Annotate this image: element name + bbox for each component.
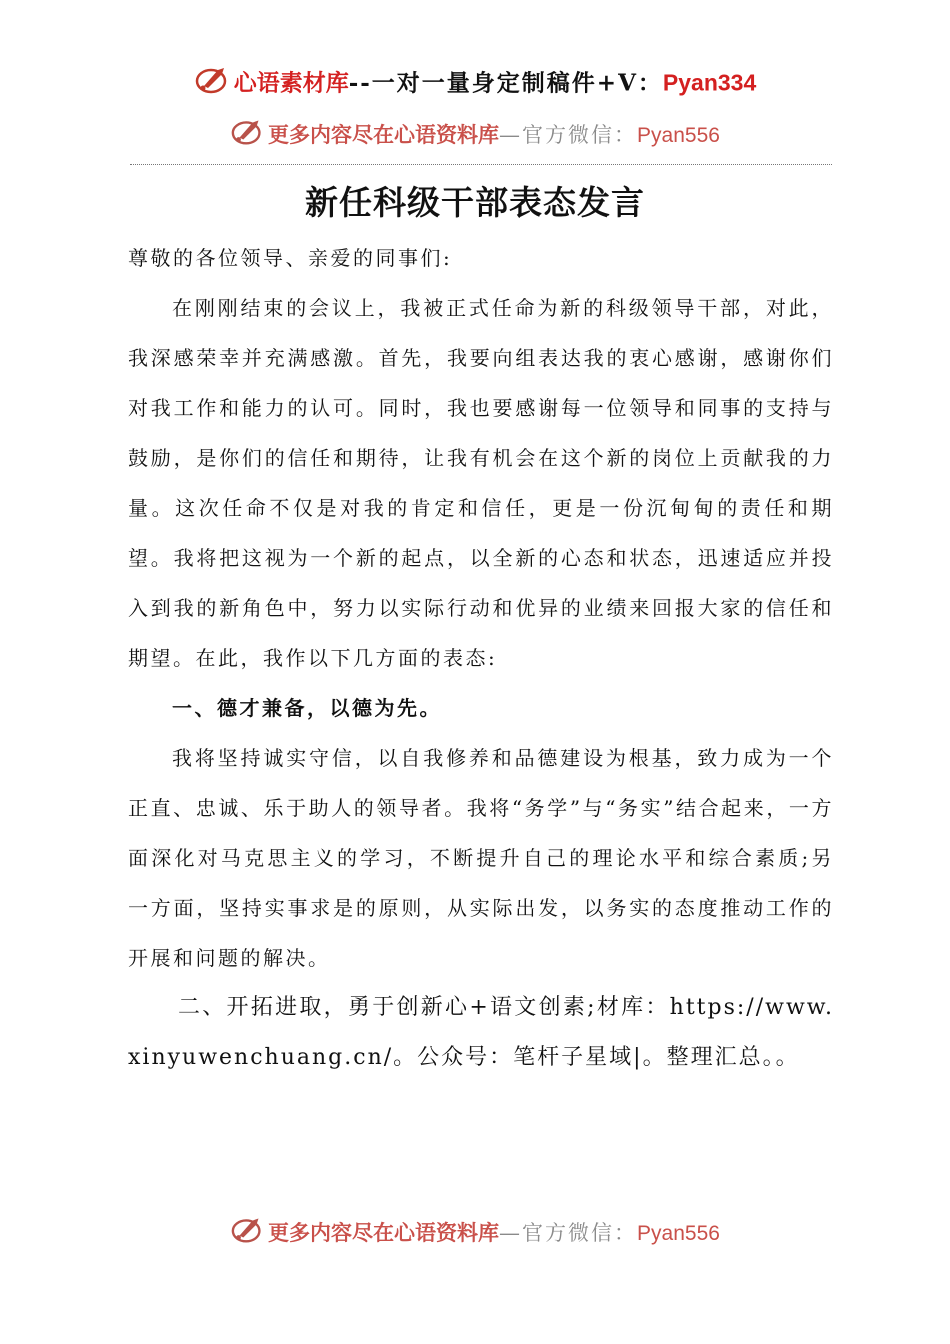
footer-text: 更多内容尽在心语资料库 xyxy=(268,1220,500,1245)
footer-label: —官方微信： xyxy=(499,1221,638,1245)
header-separator: -- xyxy=(348,69,372,97)
header-divider xyxy=(130,164,832,165)
pen-nib-logo-icon xyxy=(194,62,234,107)
paragraph-2: 我将坚持诚实守信，以自我修养和品德建设为根基，致力成为一个正直、忠诚、乐于助人的领导者。我将“务学”与“务实”结合起来，一方面深化对马克思主义的学习，不断提升自己的理论水平和综合素质;另一方面，坚持实事求是的原则，从实际出发，以务实的态度推动工作的开展和问题的解决。 xyxy=(128,746,834,970)
banner-text: 更多内容尽在心语资料库 xyxy=(268,122,500,147)
top-banner xyxy=(0,114,950,159)
section-heading-1: 一、德才兼备，以德为先。 xyxy=(172,696,442,720)
document-body xyxy=(128,233,834,1083)
pen-nib-logo-icon xyxy=(230,1212,268,1257)
section-heading-2: 二、开拓进取，勇于创新心+语文创素;材库：https://www.xinyuwenchuang.cn/。公众号：笔杆子星域|。整理汇总。。 xyxy=(128,995,834,1070)
pen-nib-logo-icon xyxy=(230,114,268,159)
paragraph-1: 在刚刚结束的会议上，我被正式任命为新的科级领导干部，对此，我深感荣幸并充满感激。首先，我要向组表达我的衷心感谢，感谢你们对我工作和能力的认可。同时，我也要感谢每一位领导和同事的支持与鼓励，是你们的信任和期待，让我有机会在这个新的岗位上贡献我的力量。这次任命不仅是对我的肯定和信任，更是一份沉甸甸的责任和期望。我将把这视为一个新的起点，以全新的心态和状态，迅速适应并投入到我的新角色中，努力以实际行动和优异的业绩来回报大家的信任和期望。在此，我作以下几方面的表态: xyxy=(128,296,834,670)
document-title: 新任科级干部表态发言 xyxy=(305,183,645,222)
header-slogan: 一对一量身定制稿件+V： xyxy=(371,69,663,97)
footer-code: Pyan556 xyxy=(637,1222,720,1245)
footer-banner xyxy=(0,1212,950,1257)
brand-name: 心语素材库 xyxy=(233,69,349,97)
salutation: 尊敬的各位领导、亲爱的同事们: xyxy=(128,246,453,270)
banner-code: Pyan556 xyxy=(637,124,720,147)
banner-label: —官方微信： xyxy=(499,123,638,147)
header-contact: Pyan334 xyxy=(662,69,757,96)
header-line xyxy=(0,62,950,107)
